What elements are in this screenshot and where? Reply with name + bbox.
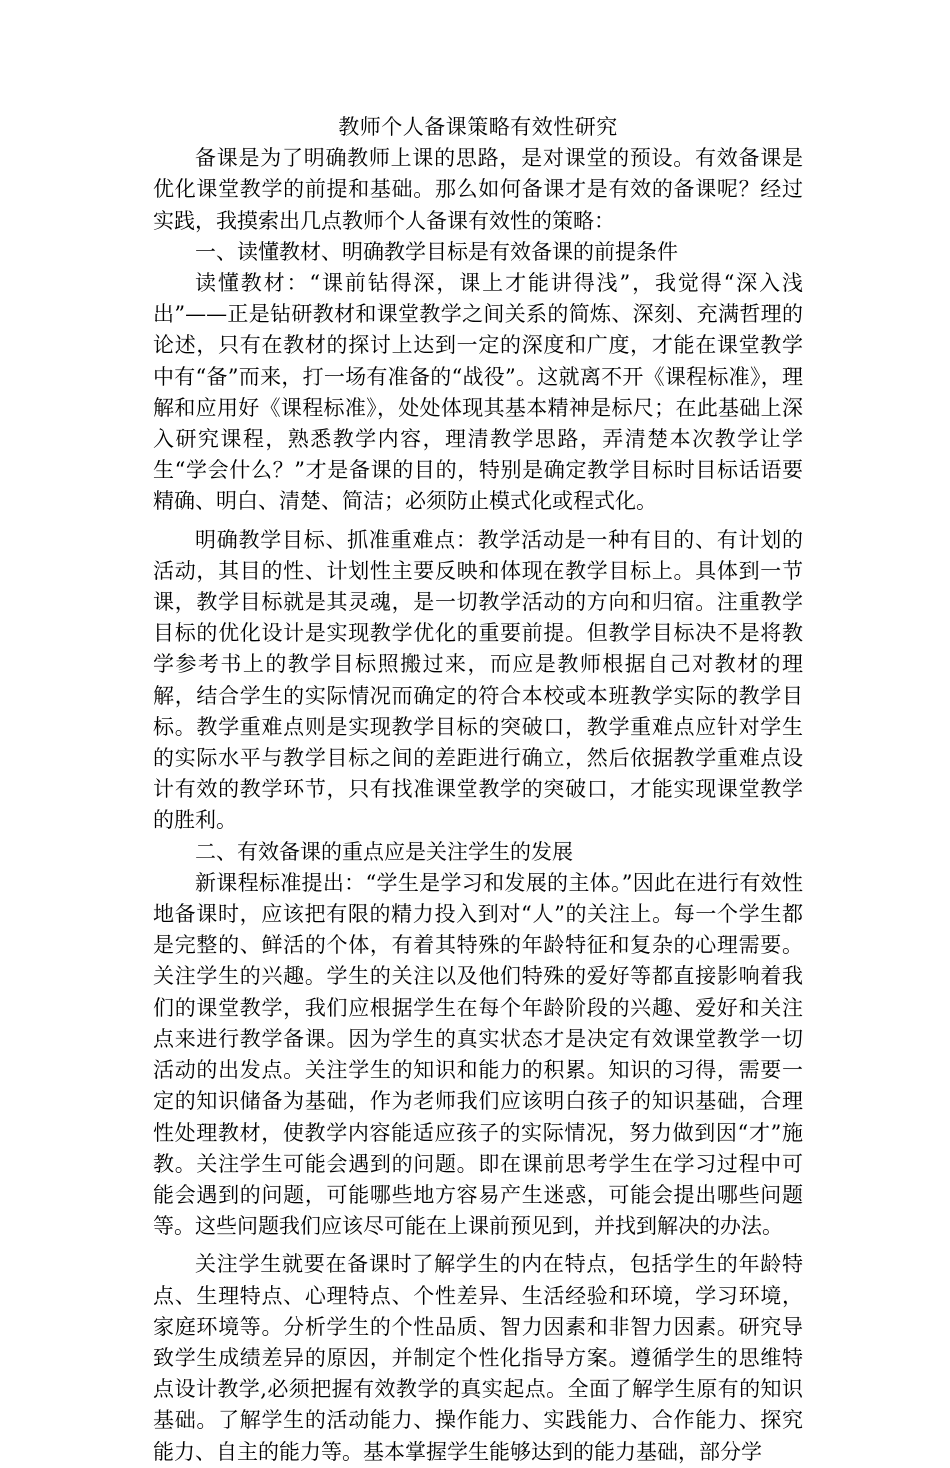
document-title: 教师个人备课策略有效性研究 [338,115,618,139]
document-page [153,112,803,1468]
section-heading-2: 二、有效备课的重点应是关注学生的发展 [195,839,573,864]
paragraph-student-traits: 关注学生就要在备课时了解学生的内在特点，包括学生的年龄特点、生理特点、心理特点、个性差异、生活经验和环境，学习环境，家庭环境等。分析学生的个性品质、智力因素和非智力因素。研究导致学生成绩差异的原因，并制定个性化指导方案。遵循学生的思维特点设计教学,必须把握有效教学的真实起点。全面了解学生原有的知识基础。了解学生的活动能力、操作能力、实践能力、合作能力、探究能力、自主的能力等。基本掌握学生能够达到的能力基础，部分学 [153,1252,803,1464]
paragraph-new-curriculum: 新课程标准提出：“学生是学习和发展的主体。”因此在进行有效性地备课时，应该把有限的精力投入到对“人”的关注上。每一个学生都是完整的、鲜活的个体，有着其特殊的年龄特征和复杂的心理需要。关注学生的兴趣。学生的关注以及他们特殊的爱好等都直接影响着我们的课堂教学，我们应根据学生在每个年龄阶段的兴趣、爱好和关注点来进行教学备课。因为学生的真实状态才是决定有效课堂教学一切活动的出发点。关注学生的知识和能力的积累。知识的习得，需要一定的知识储备为基础，作为老师我们应该明白孩子的知识基础，合理性处理教材，使教学内容能适应孩子的实际情况，努力做到因“才”施教。关注学生可能会遇到的问题。即在课前思考学生在学习过程中可能会遇到的问题，可能哪些地方容易产生迷惑，可能会提出哪些问题等。这些问题我们应该尽可能在上课前预见到，并找到解决的办法。 [153,870,803,1239]
paragraph-teaching-goals: 明确教学目标、抓准重难点：教学活动是一种有目的、有计划的活动，其目的性、计划性主要反映和体现在教学目标上。具体到一节课，教学目标就是其灵魂，是一切教学活动的方向和归宿。注重教学目标的优化设计是实现教学优化的重要前提。但教学目标决不是将教学参考书上的教学目标照搬过来，而应是教师根据自己对教材的理解，结合学生的实际情况而确定的符合本校或本班教学实际的教学目标。教学重难点则是实现教学目标的突破口，教学重难点应针对学生的实际水平与教学目标之间的差距进行确立，然后依据教学重难点设计有效的教学环节，只有找准课堂教学的突破口，才能实现课堂教学的胜利。 [153,527,803,833]
section-heading-1: 一、读懂教材、明确教学目标是有效备课的前提条件 [195,239,678,264]
intro-paragraph: 备课是为了明确教师上课的思路，是对课堂的预设。有效备课是优化课堂教学的前提和基础。那么如何备课才是有效的备课呢？经过实践，我摸索出几点教师个人备课有效性的策略： [153,146,803,233]
paragraph-read-textbook: 读懂教材：“课前钻得深，课上才能讲得浅”，我觉得“深入浅出”——正是钻研教材和课堂教学之间关系的简炼、深刻、充满哲理的论述，只有在教材的探讨上达到一定的深度和广度，才能在课堂教学中有“备”而来，打一场有准备的“战役”。这就离不开《课程标准》，理解和应用好《课程标准》，处处体现其基本精神是标尺；在此基础上深入研究课程，熟悉教学内容，理清教学思路，弄清楚本次教学让学生“学会什么？”才是备课的目的，特别是确定教学目标时目标话语要精确、明白、清楚、简洁；必须防止模式化或程式化。 [153,271,803,514]
